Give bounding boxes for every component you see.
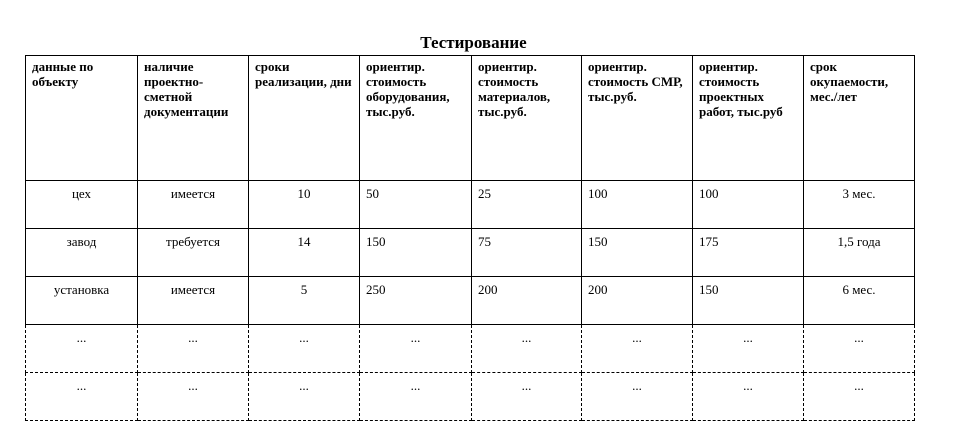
table-cell: 200 (472, 277, 582, 325)
header-row (26, 56, 915, 181)
placeholder-row (26, 373, 915, 421)
placeholder-cell: ... (249, 373, 360, 421)
placeholder-cell: ... (582, 325, 693, 373)
header-cell-smr-cost: ориентир. стоимость СМР, тыс.руб. (582, 56, 693, 181)
placeholder-cell: ... (472, 325, 582, 373)
table-cell: установка (26, 277, 138, 325)
header-cell-equipment-cost: ориентир. стоимость оборудования, тыс.руб. (360, 56, 472, 181)
header-cell-documentation: наличие проектно-сметной документации (138, 56, 249, 181)
table-cell: 3 мес. (804, 181, 915, 229)
table-row (26, 229, 915, 277)
table-cell: имеется (138, 277, 249, 325)
table-cell: 50 (360, 181, 472, 229)
page-title: Тестирование (420, 33, 527, 52)
table-cell: цех (26, 181, 138, 229)
table-cell: имеется (138, 181, 249, 229)
placeholder-cell: ... (26, 325, 138, 373)
placeholder-cell: ... (804, 373, 915, 421)
table-cell: 100 (693, 181, 804, 229)
header-cell-duration: сроки реализации, дни (249, 56, 360, 181)
table-cell: завод (26, 229, 138, 277)
placeholder-row (26, 325, 915, 373)
placeholder-cell: ... (249, 325, 360, 373)
table-cell: 100 (582, 181, 693, 229)
table-cell: 250 (360, 277, 472, 325)
table-row (26, 181, 915, 229)
placeholder-cell: ... (360, 373, 472, 421)
placeholder-cell: ... (26, 373, 138, 421)
table-cell: 1,5 года (804, 229, 915, 277)
header-cell-materials-cost: ориентир. стоимость материалов, тыс.руб. (472, 56, 582, 181)
placeholder-cell: ... (138, 373, 249, 421)
placeholder-cell: ... (472, 373, 582, 421)
table-cell: 150 (693, 277, 804, 325)
table-cell: 200 (582, 277, 693, 325)
data-table (25, 55, 915, 421)
table-cell: 5 (249, 277, 360, 325)
header-cell-design-cost: ориентир. стоимость проектных работ, тыс.руб (693, 56, 804, 181)
placeholder-cell: ... (138, 325, 249, 373)
table-row (26, 277, 915, 325)
table-cell: требуется (138, 229, 249, 277)
header-cell-object: данные по объекту (26, 56, 138, 181)
placeholder-cell: ... (804, 325, 915, 373)
header-cell-payback: срок окупаемости, мес./лет (804, 56, 915, 181)
table-cell: 75 (472, 229, 582, 277)
table-cell: 10 (249, 181, 360, 229)
table-cell: 25 (472, 181, 582, 229)
table-cell: 14 (249, 229, 360, 277)
table-cell: 175 (693, 229, 804, 277)
placeholder-cell: ... (693, 325, 804, 373)
placeholder-cell: ... (693, 373, 804, 421)
table-cell: 150 (582, 229, 693, 277)
placeholder-cell: ... (582, 373, 693, 421)
table-cell: 6 мес. (804, 277, 915, 325)
table-cell: 150 (360, 229, 472, 277)
placeholder-cell: ... (360, 325, 472, 373)
